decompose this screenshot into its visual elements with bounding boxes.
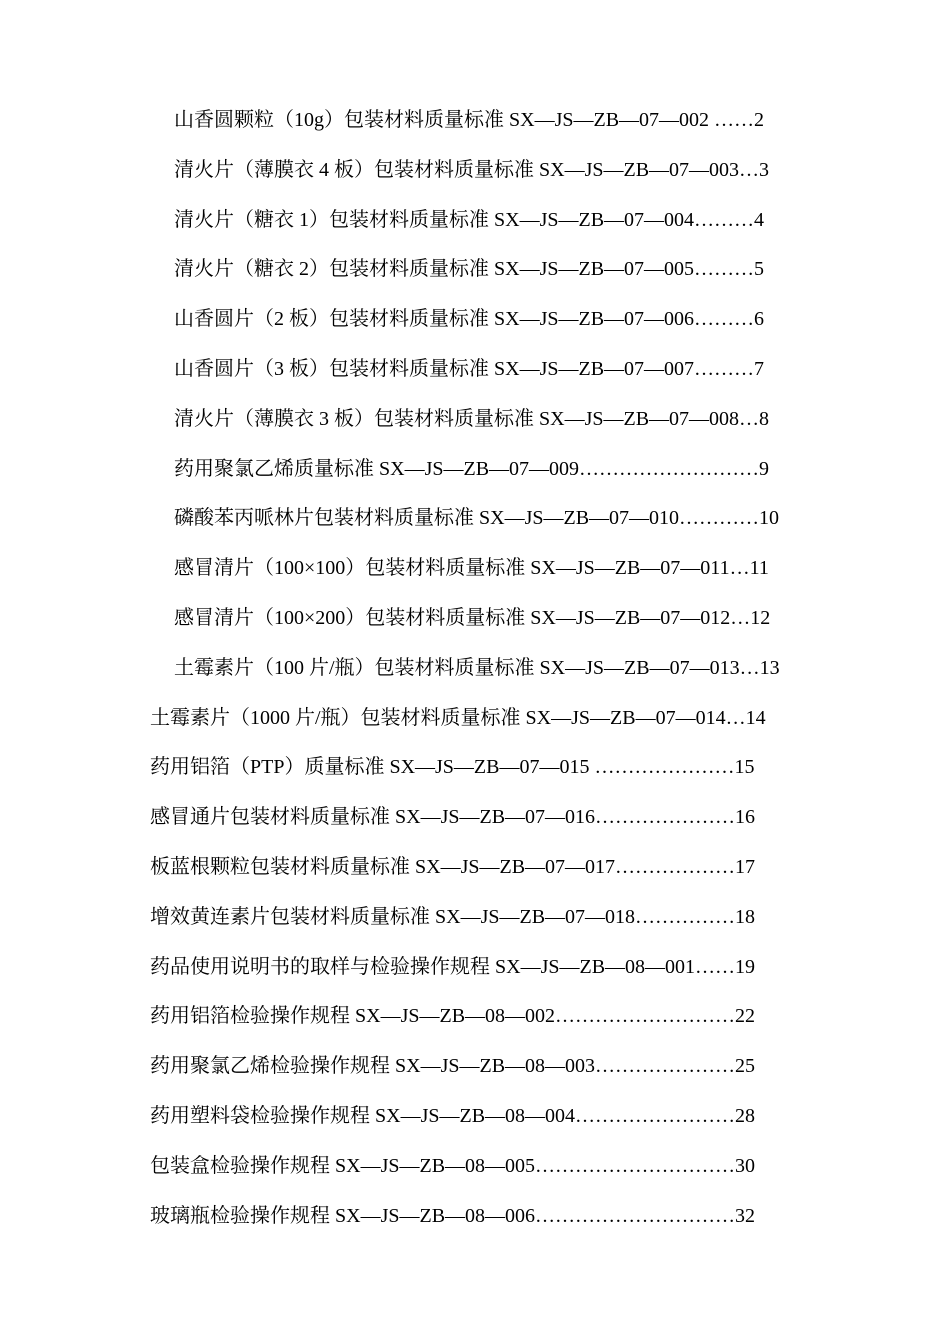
toc-entry: 增效黄连素片包装材料质量标准 SX—JS—ZB—07—018……………18 bbox=[150, 905, 756, 928]
toc-entry: 山香圆片（3 板）包装材料质量标准 SX—JS—ZB—07—007………7 bbox=[174, 357, 765, 380]
toc-entry: 感冒清片（100×100）包装材料质量标准 SX—JS—ZB—07—011…11 bbox=[174, 557, 769, 580]
toc-entry: 清火片（糖衣 1）包装材料质量标准 SX—JS—ZB—07—004………4 bbox=[174, 208, 765, 231]
toc-entry: 土霉素片（100 片/瓶）包装材料质量标准 SX—JS—ZB—07—013…13 bbox=[174, 656, 780, 679]
toc-entry: 药用聚氯乙烯检验操作规程 SX—JS—ZB—08—003…………………25 bbox=[150, 1055, 756, 1078]
toc-entry: 包装盒检验操作规程 SX—JS—ZB—08—005…………………………30 bbox=[150, 1154, 756, 1177]
toc-entry: 药用塑料袋检验操作规程 SX—JS—ZB—08—004……………………28 bbox=[150, 1104, 756, 1127]
toc-entry: 药用铝箔检验操作规程 SX—JS—ZB—08—002………………………22 bbox=[150, 1005, 756, 1028]
toc-entry: 感冒清片（100×200）包装材料质量标准 SX—JS—ZB—07—012…12 bbox=[174, 606, 771, 629]
toc-entry: 磷酸苯丙哌林片包装材料质量标准 SX—JS—ZB—07—010…………10 bbox=[174, 507, 780, 530]
toc-entry: 清火片（糖衣 2）包装材料质量标准 SX—JS—ZB—07—005………5 bbox=[174, 258, 765, 281]
toc-entry: 板蓝根颗粒包装材料质量标准 SX—JS—ZB—07—017………………17 bbox=[150, 855, 756, 878]
toc-entry: 土霉素片（1000 片/瓶）包装材料质量标准 SX—JS—ZB—07—014…14 bbox=[150, 706, 766, 729]
toc-entry: 药用铝箔（PTP）质量标准 SX—JS—ZB—07—015 …………………15 bbox=[150, 756, 755, 779]
toc-entry: 药品使用说明书的取样与检验操作规程 SX—JS—ZB—08—001……19 bbox=[150, 955, 756, 978]
toc-entry: 清火片（薄膜衣 3 板）包装材料质量标准 SX—JS—ZB—07—008…8 bbox=[174, 407, 770, 430]
toc-entry: 药用聚氯乙烯质量标准 SX—JS—ZB—07—009………………………9 bbox=[174, 457, 770, 480]
toc-entry: 山香圆颗粒（10g）包装材料质量标准 SX—JS—ZB—07—002 ……2 bbox=[174, 109, 765, 131]
toc-entry: 清火片（薄膜衣 4 板）包装材料质量标准 SX—JS—ZB—07—003…3 bbox=[174, 158, 770, 181]
toc-entry: 玻璃瓶检验操作规程 SX—JS—ZB—08—006…………………………32 bbox=[150, 1204, 756, 1227]
toc-entry: 山香圆片（2 板）包装材料质量标准 SX—JS—ZB—07—006………6 bbox=[174, 308, 765, 331]
table-of-contents bbox=[0, 96, 950, 1241]
toc-entry: 感冒通片包装材料质量标准 SX—JS—ZB—07—016…………………16 bbox=[150, 806, 756, 829]
